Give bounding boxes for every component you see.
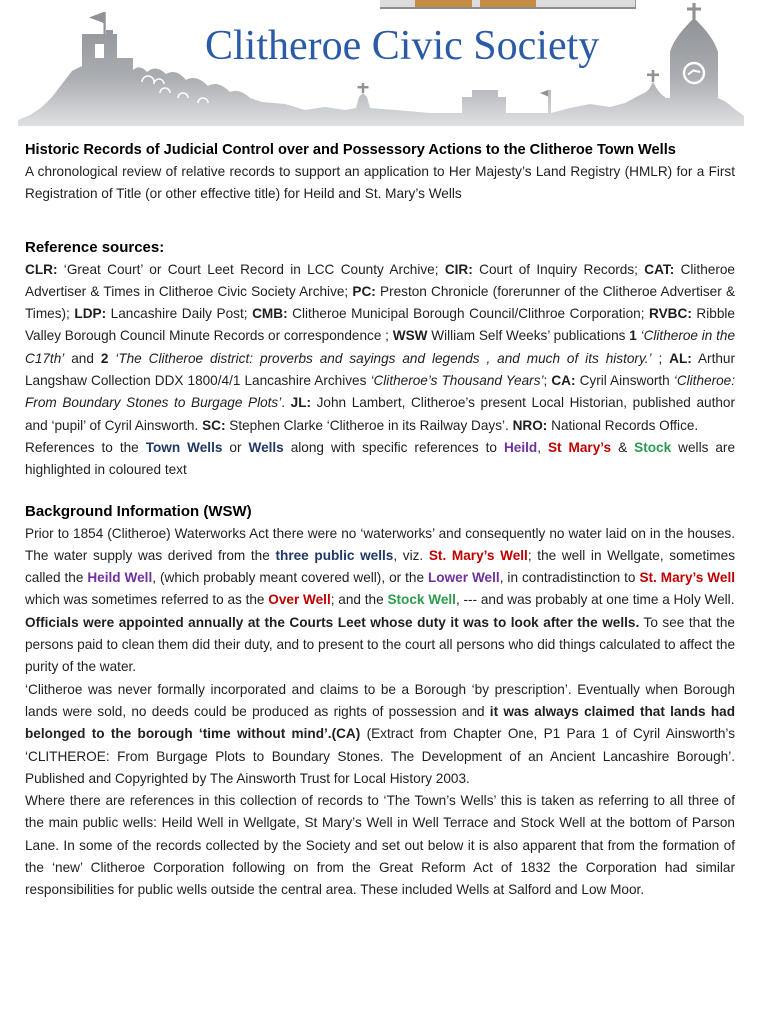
- society-title: Clitheroe Civic Society: [205, 23, 600, 69]
- text-run: CLR:: [25, 261, 58, 277]
- text-run: , --- and was probably at one time a Holy Well.: [455, 592, 735, 608]
- text-run: Over Well: [268, 592, 331, 608]
- text-run: Stock: [634, 439, 672, 455]
- text-run: Ribble Valley Borough Council Minute Records or correspondence ;: [25, 306, 735, 344]
- text-run: , (which probably meant covered well), or the: [152, 570, 428, 586]
- text-run: ;: [651, 350, 670, 366]
- town-flag-icon: [540, 90, 548, 97]
- text-run: , in contradistinction to: [499, 570, 640, 586]
- text-run: Town Wells: [145, 439, 223, 455]
- text-run: Officials were appointed annually at the Courts Leet whose duty it was to look after the wells.: [25, 614, 640, 630]
- text-run: ; and the: [330, 592, 388, 608]
- text-run: St. Mary’s Well: [428, 547, 528, 563]
- text-run: NRO:: [512, 417, 548, 433]
- castle-flagpole: [104, 12, 106, 34]
- text-run: References to the: [25, 439, 146, 455]
- text-run: RVBC:: [649, 306, 692, 322]
- document-body: [0, 140, 760, 902]
- text-run: ‘Clitheroe was never formally incorporated and claims to be a Borough ‘by prescription’. Eventually when Borough lands were sold, no deeds could be produced as rights of possession and: [25, 681, 735, 719]
- document-title: Historic Records of Judicial Control over and Possessory Actions to the Clitheroe Town Wells: [25, 142, 676, 158]
- text-run: Arthur Langshaw Collection DDX 1800/4/1 Lancashire Archives: [25, 350, 735, 389]
- text-run: To see that the persons paid to clean them did their duty, and to present to the court all persons who did things calculated to affect the purity of the water.: [25, 614, 735, 675]
- text-run: ,: [537, 439, 548, 455]
- text-run: CA:: [551, 373, 576, 389]
- text-run: SC:: [202, 417, 226, 433]
- page-header: [0, 0, 760, 126]
- text-run: 1: [629, 328, 637, 344]
- text-run: Heild Well: [87, 570, 153, 586]
- text-run: ; the well in Wellgate, sometimes called the: [25, 547, 735, 586]
- text-run: Stephen Clarke ‘Clitheroe in its Railway Days’.: [225, 417, 513, 433]
- text-run: William Self Weeks’ publications: [427, 328, 630, 344]
- small-spire-cross-icon: [647, 70, 659, 82]
- church-spire-cross-icon: [687, 3, 701, 19]
- highlight-note-paragraph: [25, 437, 735, 482]
- text-run: Wells: [248, 439, 284, 455]
- text-run: which was sometimes referred to as the: [25, 592, 269, 608]
- text-run: or: [222, 439, 249, 455]
- text-run: ;: [543, 373, 552, 389]
- text-run: Where there are references in this collection of records to ‘The Town’s Wells’ this is taken as referring to all three of the main public wells: Heild Well in Wellgate, St Mary’s Well in Well Terrace and Stock Well at the bottom of Parson Lane. In some of the records collected by the Society and set out below it is also apparent that from the formation of the ‘new’ Clitheroe Corporation following on from the Great Reform Act of 1832 the Corporation had similar responsibilities for public wells outside the central area. These included Wells at Salford and Low Moor.: [25, 793, 735, 898]
- text-run: St. Mary’s Well: [639, 570, 736, 586]
- castle-flag: [89, 12, 104, 23]
- text-run: Clitheroe Advertiser & Times in Clitheroe Civic Society Archive;: [25, 261, 735, 299]
- background-information-heading: Background Information (WSW): [25, 502, 252, 520]
- text-run: St Mary’s: [547, 439, 612, 455]
- text-run: CMB:: [252, 306, 288, 322]
- text-run: LDP:: [74, 306, 107, 322]
- castle-window: [95, 44, 104, 58]
- text-run: and: [64, 350, 101, 366]
- photo-fragment: [415, 0, 472, 7]
- text-run: National Records Office.: [547, 417, 699, 433]
- text-run: along with specific references to: [283, 439, 504, 455]
- text-run: (Extract from Chapter One, P1 Para 1 of Cyril Ainsworth’s ‘CLITHEROE: From Burgage Plots to Boundary Stones. The Development of an Ancient Lancashire Borough’. Published and Copyrighted by The Ainsworth Trust for Local History 2003.: [25, 726, 735, 786]
- text-run: Prior to 1854 (Clitheroe) Waterworks Act there were no ‘waterworks’ and consequently no water laid on in the houses. The water supply was derived from the: [25, 525, 735, 563]
- photo-fragment: [480, 0, 536, 7]
- text-run: John Lambert, Clitheroe’s present Local Historian, published author and ‘pupil’ of Cyril Ainsworth.: [25, 395, 735, 433]
- document-subtitle: A chronological review of relative records to support an application to Her Majesty’s Land Registry (HMLR) for a First Registration of Title (or other effective title) for Heild and St. Mary’s Wells: [25, 164, 735, 202]
- text-run: ‘Clitheroe’s Thousand Years’: [370, 373, 544, 389]
- text-run: Court of Inquiry Records;: [472, 261, 645, 277]
- borough-prescription-paragraph: [25, 679, 735, 790]
- text-run: , viz.: [393, 547, 429, 563]
- text-run: Stock Well: [387, 592, 456, 608]
- text-run: ‘The Clitheroe district: proverbs and sayings and legends , and much of its history.’: [115, 350, 652, 366]
- text-run: .: [281, 395, 291, 411]
- text-run: Preston Chronicle (forerunner of the Clitheroe Advertiser & Times);: [25, 283, 736, 322]
- text-run: Clitheroe Municipal Borough Council/Clithroe Corporation;: [287, 306, 650, 322]
- text-run: Lower Well: [427, 570, 500, 586]
- water-supply-paragraph: [25, 523, 735, 612]
- text-run: Heild: [503, 439, 538, 455]
- text-run: &: [611, 439, 635, 455]
- text-run: 2: [100, 350, 109, 366]
- text-run: ‘Clitheroe in the C17th’: [25, 328, 736, 366]
- cropped-photo-bottom-edge: [380, 0, 636, 9]
- text-run: wells are highlighted in coloured text: [25, 439, 736, 478]
- reference-sources-heading: Reference sources:: [25, 238, 165, 256]
- text-run: PC:: [352, 283, 376, 299]
- text-run: Cyril Ainsworth: [575, 373, 674, 389]
- mid-church-cross-icon: [358, 83, 369, 93]
- text-run: ‘Clitheroe: From Boundary Stones to Burgage Plots’: [25, 373, 735, 411]
- officials-paragraph: [25, 612, 735, 679]
- text-run: JL:: [290, 395, 312, 411]
- text-run: Lancashire Daily Post;: [106, 306, 253, 322]
- text-run: WSW: [392, 328, 428, 344]
- text-run: three public wells: [275, 547, 394, 563]
- text-run: AL:: [669, 350, 692, 366]
- text-run: ‘Great Court’ or Court Leet Record in LCC County Archive;: [57, 261, 445, 277]
- text-run: CIR:: [444, 261, 473, 277]
- reference-sources-paragraph: [25, 259, 735, 437]
- text-run: it was always claimed that lands had belonged to the borough ‘time without mind’.(CA): [25, 703, 735, 742]
- text-run: CAT:: [644, 261, 675, 277]
- town-wells-references-paragraph: [25, 790, 735, 901]
